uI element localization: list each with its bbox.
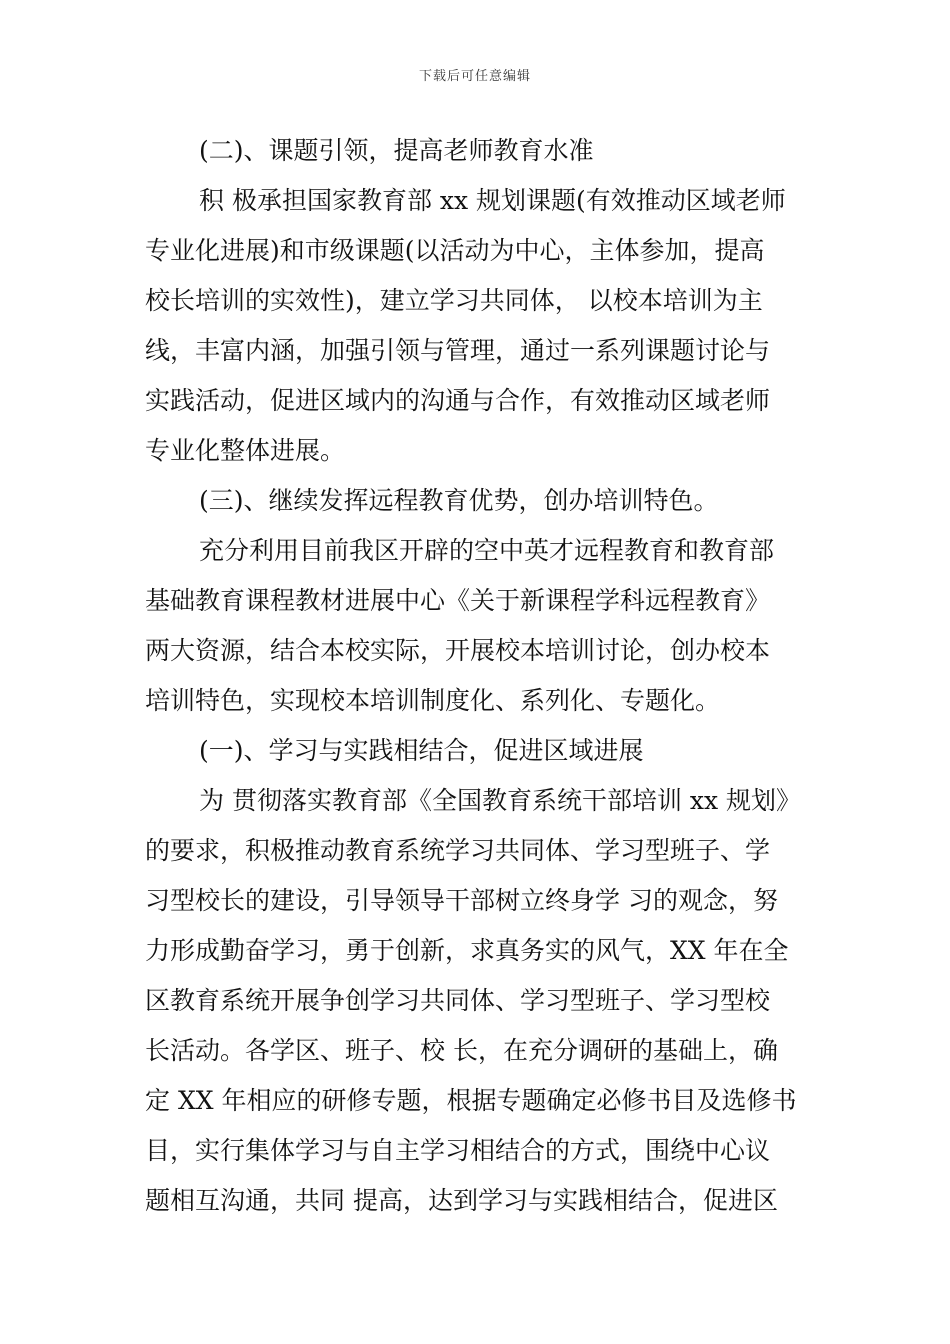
- text-line: 力形成勤奋学习，勇于创新，求真务实的风气，XX 年在全: [145, 936, 789, 965]
- text-line: 专业化进展)和市级课题(以活动为中心，主体参加，提高: [145, 236, 765, 265]
- text-line: 专业化整体进展。: [145, 436, 346, 465]
- text-line: 为 贯彻落实教育部《全国教育系统干部培训 xx 规划》: [199, 786, 802, 815]
- section-heading-3: (三)、继续发挥远程教育优势，创办培训特色。: [199, 486, 719, 515]
- text-line: 积 极承担国家教育部 xx 规划课题(有效推动区域老师: [199, 186, 786, 215]
- text-line: 定 XX 年相应的研修专题，根据专题确定必修书目及选修书: [145, 1086, 797, 1115]
- text-line: 充分利用目前我区开辟的空中英才远程教育和教育部: [199, 536, 775, 565]
- section-heading-1: (一)、学习与实践相结合，促进区域进展: [199, 736, 644, 765]
- text-line: 习型校长的建设，引导领导干部树立终身学 习的观念，努: [145, 886, 778, 915]
- text-line: 两大资源，结合本校实际，开展校本培训讨论，创办校本: [145, 636, 771, 665]
- text-line: 线，丰富内涵，加强引领与管理，通过一系列课题讨论与: [145, 336, 771, 365]
- text-line: 的要求，积极推动教育系统学习共同体、学习型班子、学: [145, 836, 771, 865]
- document-body: [145, 126, 815, 1226]
- text-line: 长活动。各学区、班子、校 长，在充分调研的基础上，确: [145, 1036, 778, 1065]
- text-line: 培训特色，实现校本培训制度化、系列化、专题化。: [145, 686, 721, 715]
- text-line: 实践活动，促进区域内的沟通与合作，有效推动区域老师: [145, 386, 771, 415]
- text-line: 基础教育课程教材进展中心《关于新课程学科远程教育》: [145, 586, 771, 615]
- section-heading-2: (二)、课题引领，提高老师教育水准: [199, 136, 594, 165]
- page-header-note: 下载后可任意编辑: [418, 69, 531, 84]
- text-line: 题相互沟通，共同 提高，达到学习与实践相结合，促进区: [145, 1186, 778, 1215]
- text-line: 目，实行集体学习与自主学习相结合的方式，围绕中心议: [145, 1136, 771, 1165]
- text-line: 校长培训的实效性)，建立学习共同体， 以校本培训为主: [145, 286, 763, 315]
- text-line: 区教育系统开展争创学习共同体、学习型班子、学习型校: [145, 986, 771, 1015]
